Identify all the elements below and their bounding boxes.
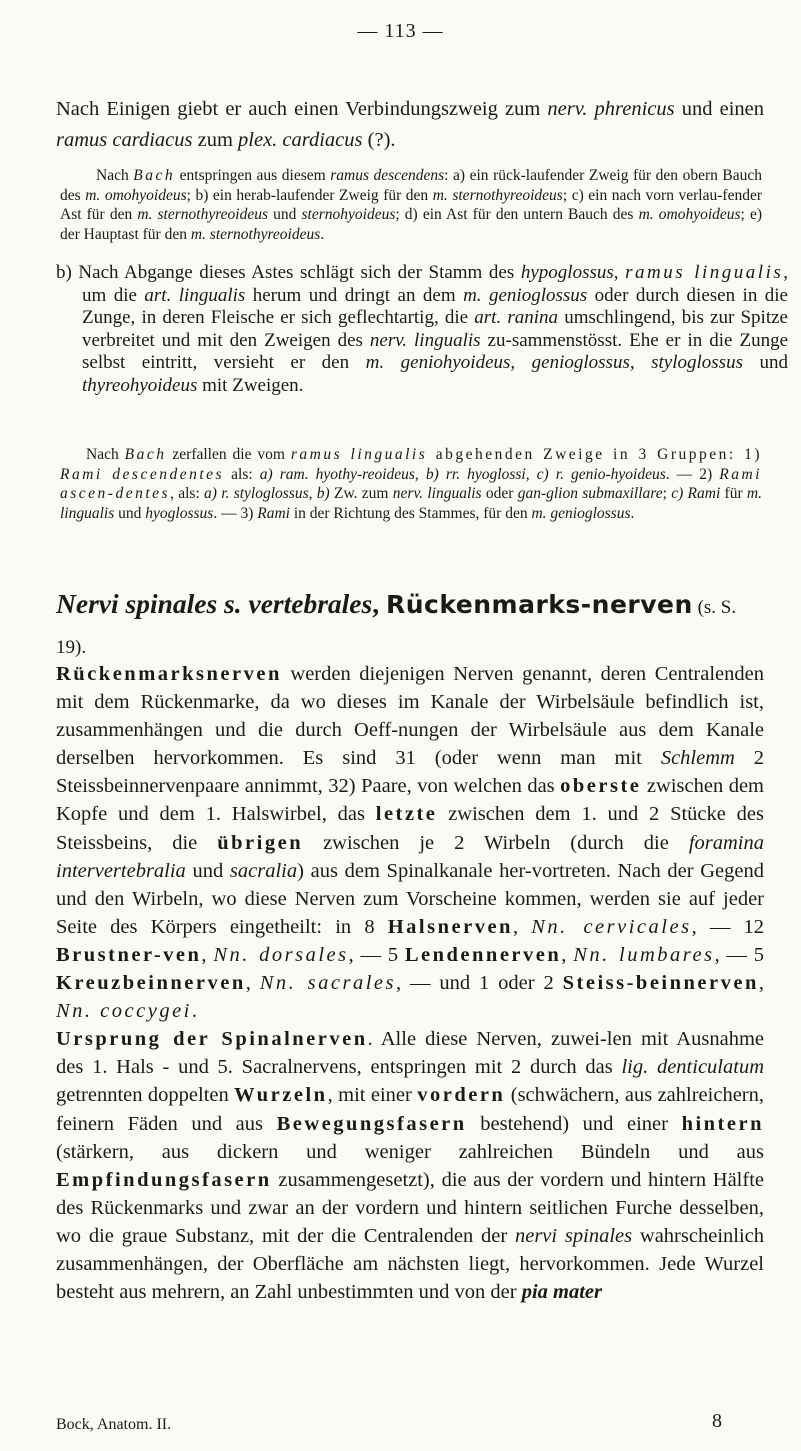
term: vordern: [417, 1084, 506, 1107]
text-run: . — 3): [213, 504, 258, 522]
term: nerv. lingualis: [392, 485, 482, 502]
subheading: Ursprung der Spinalnerven: [56, 1028, 368, 1051]
text-run: . Alle diese Nerven, zuwei-len mit Ausnahme des 1. Hals - und 5. Sacralnervens, entspringen mit 2 durch das: [56, 1028, 764, 1079]
text-run: zerfallen die vom: [166, 446, 291, 463]
text-run: .: [320, 225, 325, 243]
text-run: ,: [561, 943, 574, 966]
text-run: zwischen dem 1. und 2 Stücke des Steissbeins, die: [56, 803, 764, 854]
term: art. lingualis: [144, 284, 246, 306]
text-run: und: [185, 859, 230, 882]
text-run: und: [268, 206, 302, 223]
text-run: wahrscheinlich zusammenhängen, der Oberfläche am nächsten liegt, hervorkommen. Jede Wurzel besteht aus mehrern, an Zahl unbestimmten und von der: [56, 1224, 764, 1304]
term: Kreuzbeinnerven: [56, 972, 246, 995]
text-run: , — 5: [348, 943, 405, 966]
text-run: ,: [512, 915, 532, 938]
text-run: herum und dringt an dem: [245, 284, 464, 306]
term: Rückenmarksnerven: [56, 663, 282, 685]
text-run: ,: [758, 972, 764, 995]
text-run: (schwächern, aus zahlreichern, feinern Fäden und aus: [56, 1084, 764, 1135]
text-run: , mit einer: [327, 1084, 418, 1107]
main-text: [56, 660, 764, 1306]
sheet-signature-number: 8: [712, 1410, 722, 1432]
term: oberste: [560, 775, 642, 798]
paragraph-spinal-nerves: [56, 660, 764, 1025]
heading-latin: Nervi spinales s. vertebrales: [56, 588, 373, 619]
text-run: oder: [481, 485, 518, 502]
term: Rami descendentes: [60, 465, 225, 483]
text-run: bestehend) und einer: [466, 1112, 682, 1135]
text-run: .: [191, 1000, 197, 1023]
term: Nn. sacrales: [259, 972, 396, 995]
note-bach-descendens: [60, 166, 762, 244]
term: art. ranina: [474, 307, 559, 328]
term: plex. cardiacus: [238, 129, 363, 151]
term: m. genioglossus: [531, 504, 631, 522]
text-run: ) aus dem Spinalkanale her-vortreten. Nach der Gegend und den Wirbeln, wo diese Nerven zum Vorscheine kommen, werden sie auf jeder Seite des Körpers eingetheilt: in 8: [56, 859, 764, 938]
text-run: (stärkern, aus dickern und weniger zahlreichen Bündeln und aus: [56, 1140, 764, 1163]
section-heading: [56, 586, 768, 666]
term: m. sternothyreoideus: [190, 225, 321, 243]
text-run: b) Nach Abgange dieses Astes schlägt sich der Stamm des: [56, 262, 521, 283]
text-run: ; e) der Hauptast für den: [60, 206, 763, 243]
text-run: mit Zweigen.: [197, 374, 304, 396]
text-run: ; d) ein Ast für den untern Bauch des: [395, 206, 639, 223]
term: letzte: [375, 803, 438, 826]
term: m. omohyoideus: [638, 206, 741, 223]
text-run: . — 2): [665, 465, 720, 483]
text-run: ;: [662, 485, 672, 502]
term: nerv. phrenicus: [547, 98, 675, 120]
text-run: zwischen je 2 Wirbeln (durch die: [303, 831, 689, 854]
text-run: und: [742, 352, 789, 373]
page-number: — 113 —: [357, 20, 444, 42]
heading-german: Rückenmarks-nerven: [385, 590, 693, 619]
text-run: ,: [201, 943, 214, 966]
footer-signature: Bock, Anatom. II.: [56, 1416, 172, 1433]
heading-separator: ,: [372, 588, 386, 619]
text-run: getrennten doppelten: [56, 1084, 235, 1107]
text-run: für: [720, 485, 747, 502]
term: m. omohyoideus: [85, 186, 187, 204]
term: Steiss-beinnerven: [562, 972, 759, 995]
author-name: Bach: [124, 446, 167, 463]
text-run: 2 Steissbeinnervenpaare annimmt, 32) Paare, von welchen das: [56, 747, 765, 798]
text-run: Zw. zum: [329, 485, 393, 502]
term: Wurzeln: [234, 1084, 328, 1107]
term: nervi spinales: [514, 1224, 633, 1247]
term: hyoglossus: [145, 504, 214, 522]
term: thyreohyoideus: [82, 374, 198, 396]
term: Halsnerven: [387, 915, 513, 938]
text-run: zusammengesetzt), die aus der vordern und hintern Hälfte des Rückenmarks und zwar an der vordern und hintern seitlichen Furche desselben, wo die graue Substanz, mit der die Centralenden der: [56, 1168, 764, 1247]
text-run: und: [114, 504, 146, 522]
text-run: abgehenden Zweige in 3 Gruppen: 1): [427, 446, 763, 463]
text-run: umschlingend, bis zur Spitze verbreitet und mit den Zweigen des: [82, 307, 788, 351]
text-run: zu-sammenstösst. Ehe er in die Zunge selbst eintritt, versieht er den: [82, 329, 789, 373]
term: Nn. dorsales: [213, 943, 349, 966]
term: Empfindungsfasern: [56, 1168, 272, 1191]
text-run: , — 12: [691, 915, 765, 938]
term: m. sternothyreoideus: [432, 186, 563, 204]
term: Nn. cervicales: [531, 915, 692, 938]
term: ramus descendens: [330, 167, 445, 184]
text-run: entspringen aus diesem: [175, 167, 331, 184]
term: nerv. lingualis: [369, 329, 481, 351]
text-run: , — und 1 oder 2: [396, 972, 563, 995]
text-run: (?).: [362, 129, 396, 151]
term: Bewegungsfasern: [276, 1112, 467, 1135]
term: lig. denticulatum: [621, 1056, 764, 1079]
text-run: ; c) ein nach vorn verlau-fender Ast für den: [60, 186, 762, 223]
term: c) Rami: [671, 485, 721, 502]
term: Nn. lumbares: [573, 943, 715, 966]
text-run: und einen: [674, 98, 764, 120]
term: ramus lingualis: [625, 262, 784, 283]
term: gan-glion submaxillare: [517, 485, 663, 502]
paragraph-phrenicus: [56, 94, 764, 156]
term: m. sternothyreoideus: [137, 206, 269, 223]
term: übrigen: [217, 831, 304, 854]
term: ramus cardiacus: [56, 129, 193, 151]
text-run: ,: [613, 262, 626, 283]
author-name: Schlemm: [660, 747, 735, 770]
author-name: Bach: [133, 167, 176, 184]
text-run: in der Richtung des Stammes, für den: [289, 504, 532, 522]
text-run: ,: [245, 972, 260, 995]
text-run: , — 5: [714, 943, 764, 966]
text-run: , um die: [82, 262, 788, 306]
term: ramus lingualis: [290, 446, 428, 463]
term: pia mater: [521, 1281, 602, 1304]
term: Rami ascen-dentes: [60, 465, 762, 502]
text-run: werden diejenigen Nerven genannt, deren Centralenden mit dem Rückenmarke, da wo dieses im Kanale der Wirbelsäule befindlich ist, zusammenhängen und die durch Oeff-nungen der Wirbelsäule aus dem Kanale derselben hervorkommen. Es sind 31 (oder wenn man mit: [56, 663, 764, 770]
note-bach-lingualis: [60, 445, 762, 523]
term: foramina intervertebralia: [56, 831, 764, 882]
term: hypoglossus: [520, 262, 614, 283]
text-run: Nach Einigen giebt er auch einen Verbindungszweig zum: [56, 98, 548, 120]
text-run: : a) ein rück-laufender Zweig für den obern Bauch des: [60, 167, 763, 204]
paragraph-ramus-lingualis: [56, 262, 788, 397]
term: sacralia: [229, 859, 298, 882]
text-run: zum: [192, 129, 239, 151]
term: m. lingualis: [60, 485, 762, 522]
text-run: oder durch diesen in die Zunge, in deren Fleische er sich geflechtartig, die: [82, 284, 788, 328]
text-run: Nach: [96, 167, 134, 184]
text-run: als:: [224, 465, 260, 483]
text-run: zwischen dem Kopfe und dem 1. Halswirbel, das: [56, 775, 764, 826]
term: Nn. coccygei: [56, 1000, 192, 1023]
term: sternohyoideus: [301, 206, 396, 223]
text-run: Nach: [86, 446, 125, 463]
term: a) ram. hyothy-reoideus, b) rr. hyoglossi, c) r. genio-hyoideus: [259, 465, 666, 483]
term: m. genioglossus: [463, 284, 588, 306]
term: a) r. styloglossus, b): [204, 485, 330, 502]
term: Brustner-ven: [56, 943, 202, 966]
text-run: , als:: [170, 485, 205, 502]
paragraph-origin: [56, 1025, 764, 1306]
term: Lendennerven: [404, 943, 562, 966]
text-run: .: [630, 504, 635, 522]
term: m. geniohyoideus, genioglossus, styloglossus: [365, 352, 743, 373]
text-run: ; b) ein herab-laufender Zweig für den: [186, 186, 433, 204]
term: Rami: [257, 504, 290, 522]
heading-reference: (s. S. 19).: [56, 597, 737, 658]
term: hintern: [681, 1112, 764, 1135]
